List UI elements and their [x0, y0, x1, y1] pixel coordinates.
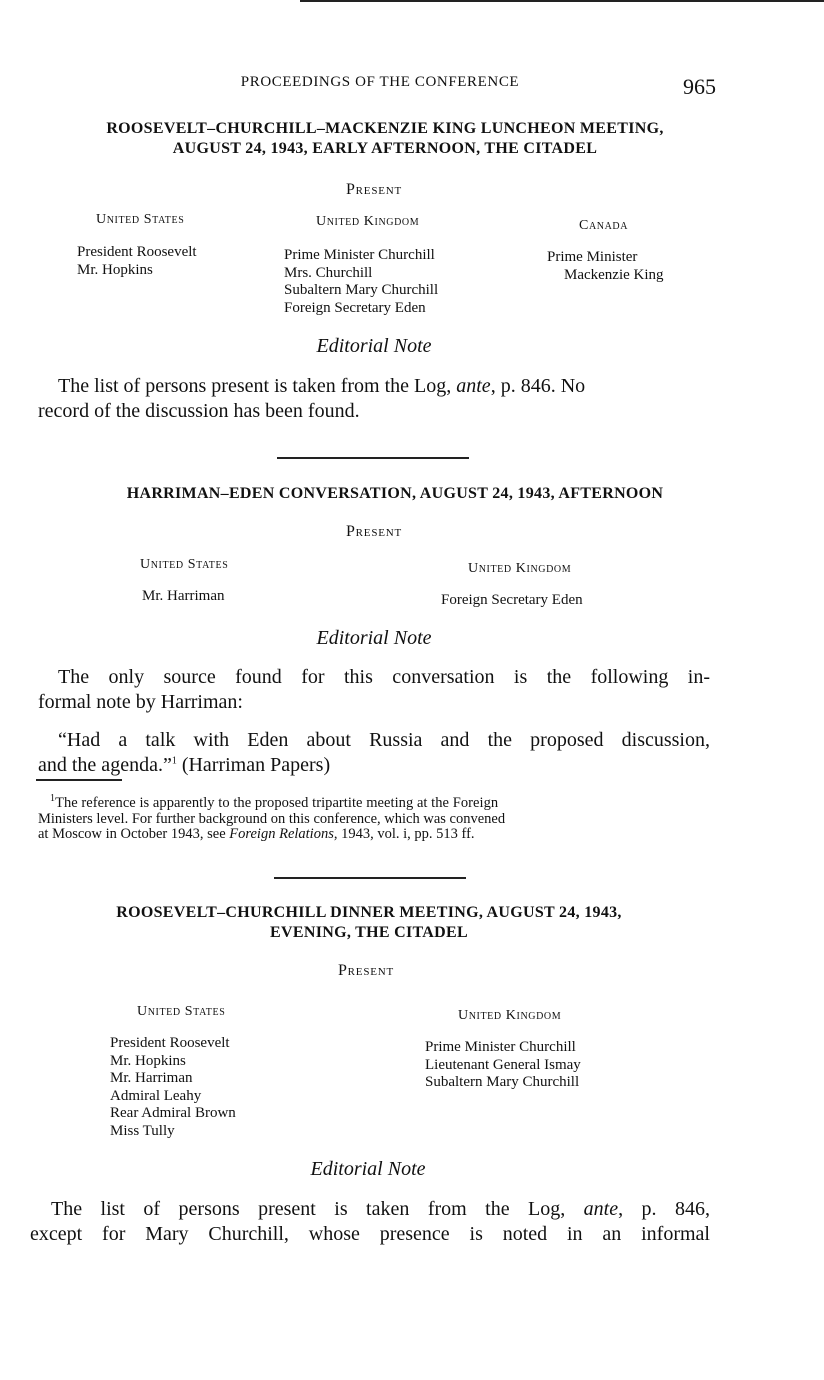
note-text: , p. 846. No: [490, 375, 586, 397]
note-text: formal note by Harriman:: [38, 691, 243, 713]
section2-editorial-note-label: Editorial Note: [316, 627, 432, 649]
footnote-rule: [36, 779, 122, 781]
attendee-name: Foreign Secretary Eden: [284, 299, 426, 316]
section1-heading: [30, 119, 740, 159]
section2-uk-list: [441, 592, 583, 610]
section2-present-label: Present: [345, 523, 403, 540]
section3-us-list: [110, 1035, 236, 1140]
note-text: The list of persons present is taken from the Log,: [58, 375, 457, 397]
footnote-reference-mark[interactable]: 1: [171, 755, 177, 767]
attendee-name: Lieutenant General Ismay: [425, 1056, 581, 1073]
attendee-name: Prime Minister: [547, 249, 638, 265]
section2-heading-line: HARRIMAN–EDEN CONVERSATION, AUGUST 24, 1943, AFTERNOON: [126, 485, 664, 502]
section3-heading: [14, 903, 724, 943]
section2-heading: [40, 484, 750, 504]
note-text-italic: ante: [583, 1198, 619, 1220]
attendee-name: Prime Minister Churchill: [425, 1039, 576, 1055]
top-edge-rule: [300, 0, 824, 2]
section1-heading-line: ROOSEVELT–CHURCHILL–MACKENZIE KING LUNCHEON MEETING,: [106, 120, 664, 137]
attendee-name: Prime Minister Churchill: [284, 247, 435, 263]
footnote: [38, 793, 710, 843]
section1-canada-list: [547, 249, 664, 284]
section3-heading-line: ROOSEVELT–CHURCHILL DINNER MEETING, AUGUST 24, 1943,: [116, 904, 622, 921]
note-text-italic: ante: [456, 375, 491, 397]
quote-text: and the agenda.”: [38, 754, 172, 776]
attendee-name: Foreign Secretary Eden: [441, 592, 583, 608]
section1-uk-list: [284, 247, 438, 317]
section1-uk-label: United Kingdom: [316, 214, 420, 229]
section1-note-paragraph: [38, 374, 710, 424]
section-divider-rule: [274, 877, 466, 879]
section-divider-rule: [277, 457, 469, 459]
attendee-name: Miss Tully: [110, 1122, 175, 1139]
note-text: record of the discussion has been found.: [38, 400, 360, 422]
footnote-text: at Moscow in October 1943, see: [38, 826, 230, 842]
section3-note-paragraph: [30, 1197, 710, 1247]
section2-us-list: [142, 588, 224, 606]
attendee-name: Subaltern Mary Churchill: [425, 1074, 580, 1090]
note-text: except for Mary Churchill, whose presence is noted in an informal: [30, 1223, 710, 1245]
running-head: PROCEEDINGS OF THE CONFERENCE: [240, 74, 520, 90]
footnote-text: The reference is apparently to the proposed tripartite meeting at the Foreign: [55, 795, 499, 811]
section3-editorial-note-label: Editorial Note: [310, 1158, 426, 1180]
attendee-name: Rear Admiral Brown: [110, 1105, 236, 1121]
section2-quote-paragraph: [38, 728, 710, 778]
attendee-name: Admiral Leahy: [110, 1087, 202, 1104]
note-text: The list of persons present is taken from the Log,: [51, 1198, 584, 1220]
attendee-name: Mr. Harriman: [142, 588, 225, 604]
quote-text: “Had a talk with Eden about Russia and the proposed discussion,: [58, 729, 710, 751]
section1-canada-label: Canada: [579, 218, 629, 233]
note-text: , p. 846,: [618, 1198, 710, 1220]
section1-heading-line: AUGUST 24, 1943, EARLY AFTERNOON, THE CITADEL: [172, 140, 598, 157]
attendee-name: Mr. Hopkins: [110, 1052, 186, 1069]
section3-uk-label: United Kingdom: [458, 1008, 562, 1023]
section1-editorial-note-label: Editorial Note: [316, 335, 432, 357]
attendee-name: Mackenzie King: [564, 266, 664, 283]
attendee-name: President Roosevelt: [77, 244, 197, 260]
section2-uk-label: United Kingdom: [468, 561, 572, 576]
page-number: 965: [683, 74, 716, 99]
attendee-name: President Roosevelt: [110, 1035, 230, 1051]
section3-present-label: Present: [337, 962, 395, 979]
quote-text: (Harriman Papers): [176, 754, 331, 776]
attendee-name: Mr. Harriman: [110, 1070, 193, 1086]
attendee-name: Mr. Hopkins: [77, 261, 153, 278]
section2-note-paragraph: [38, 665, 710, 715]
footnote-text: Ministers level. For further background on this conference, which was convened: [38, 810, 506, 827]
section3-heading-line: EVENING, THE CITADEL: [270, 924, 468, 941]
section3-uk-list: [425, 1039, 581, 1092]
section1-us-list: [77, 244, 197, 279]
footnote-mark: 1: [50, 793, 56, 805]
section1-us-label: United States: [96, 212, 185, 227]
section2-us-label: United States: [140, 557, 229, 572]
footnote-text: , 1943, vol. i, pp. 513 ff.: [333, 826, 475, 842]
attendee-name: Mrs. Churchill: [284, 264, 373, 281]
attendee-name: Subaltern Mary Churchill: [284, 282, 439, 298]
footnote-text-italic: Foreign Relations: [229, 826, 334, 842]
note-text: The only source found for this conversation is the following in-: [58, 666, 710, 688]
section1-present-label: Present: [345, 181, 403, 198]
section3-us-label: United States: [137, 1004, 226, 1019]
